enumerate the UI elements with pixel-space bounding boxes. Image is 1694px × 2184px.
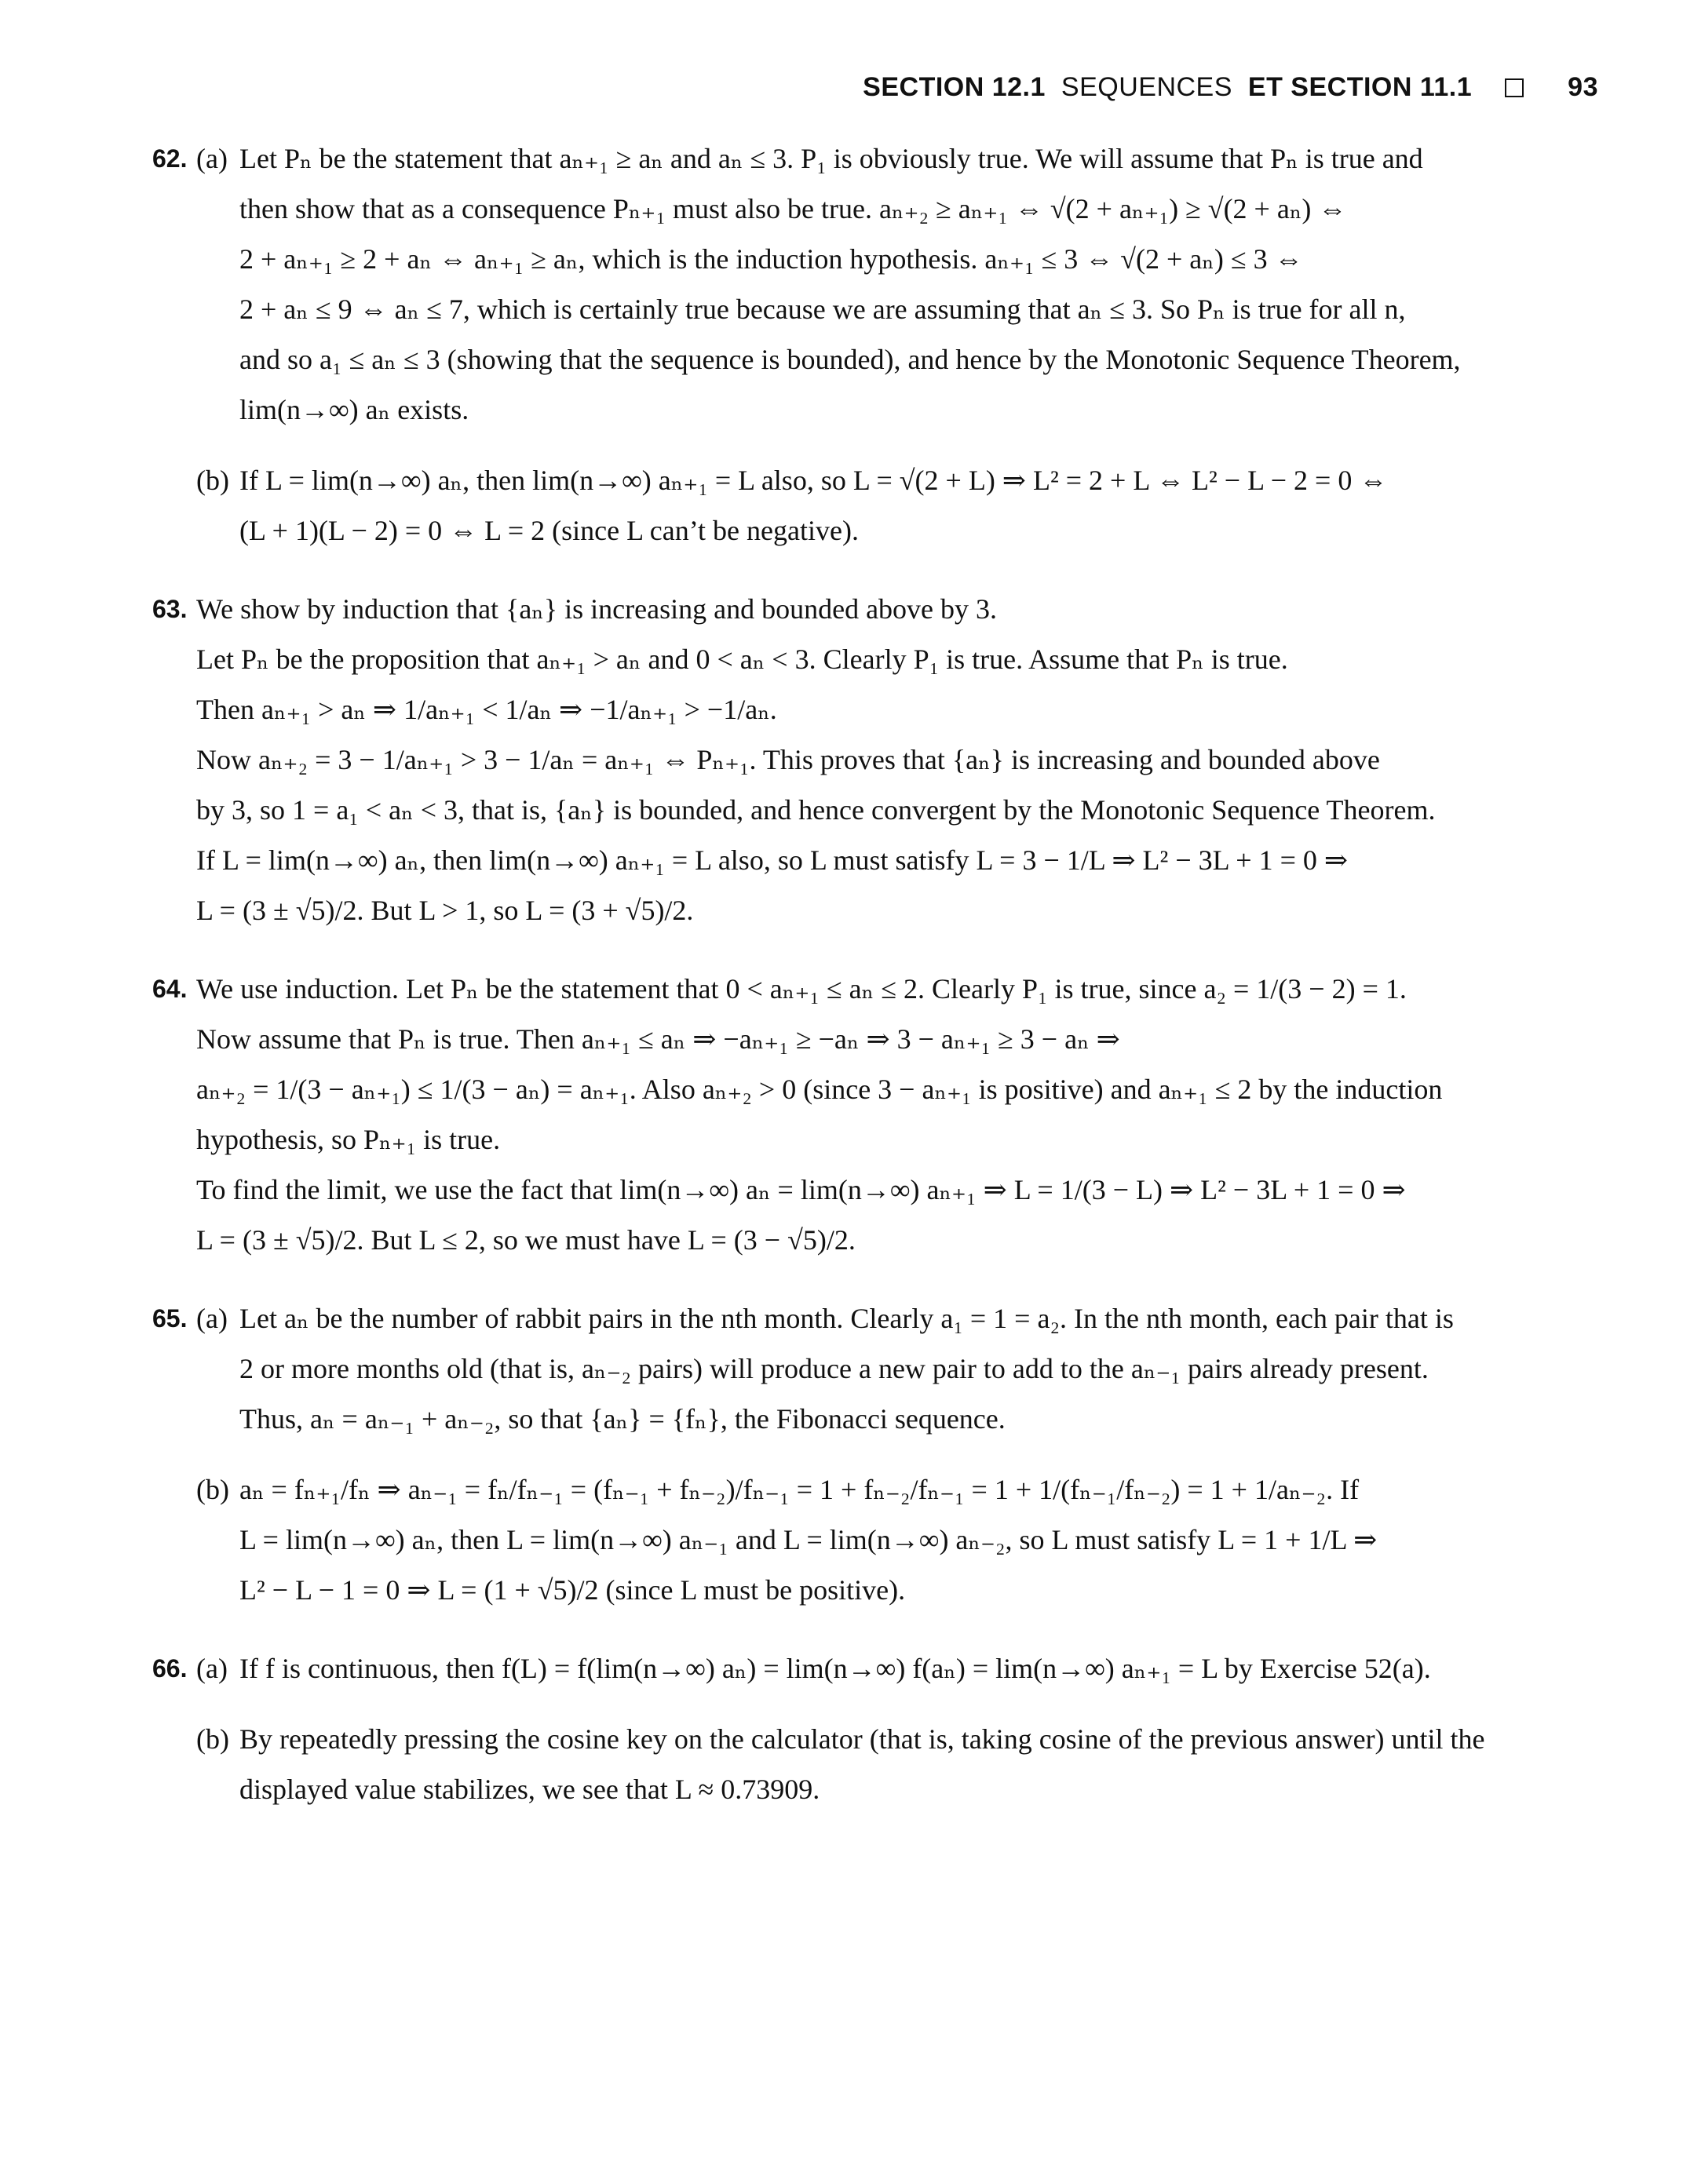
text-line: Now assume that Pₙ is true. Then aₙ₊₁ ≤ aₙ ⇒ −aₙ₊₁ ≥ −aₙ ⇒ 3 − aₙ₊₁ ≥ 3 − aₙ ⇒ xyxy=(196,1023,1120,1055)
problem-62-part-b xyxy=(196,455,1601,556)
part-label: (a) xyxy=(196,1303,228,1334)
text-line: 2 or more months old (that is, aₙ₋₂ pairs) will produce a new pair to add to the aₙ₋₁ pairs already present. xyxy=(239,1353,1429,1384)
problem-number: 65. xyxy=(152,1304,188,1333)
text-line: By repeatedly pressing the cosine key on the calculator (that is, taking cosine of the previous answer) until the xyxy=(239,1723,1485,1755)
problem-66-part-a xyxy=(196,1643,1601,1694)
text-line: We use induction. Let Pₙ be the statement that 0 < aₙ₊₁ ≤ aₙ ≤ 2. Clearly P₁ is true, since a₂ = 1/(3 − 2) = 1. xyxy=(196,973,1407,1004)
header-section-a: SECTION 12.1 xyxy=(863,72,1046,102)
problem-65 xyxy=(152,1293,1601,1615)
part-body xyxy=(239,1714,1601,1814)
part-label: (b) xyxy=(196,1474,229,1505)
text-line: and so a₁ ≤ aₙ ≤ 3 (showing that the sequence is bounded), and hence by the Monotonic Sequence Theorem, xyxy=(239,344,1461,375)
part-label: (a) xyxy=(196,143,228,174)
text-line: Let aₙ be the number of rabbit pairs in the nth month. Clearly a₁ = 1 = a₂. In the nth month, each pair that is xyxy=(239,1303,1454,1334)
part-label: (a) xyxy=(196,1653,228,1684)
part-body xyxy=(239,1464,1601,1615)
square-icon xyxy=(1505,78,1524,97)
text-line: lim(n→∞) aₙ exists. xyxy=(239,394,469,425)
part-label: (b) xyxy=(196,1723,229,1755)
problem-number: 66. xyxy=(152,1654,188,1683)
text-line: We show by induction that {aₙ} is increasing and bounded above by 3. xyxy=(196,593,998,625)
text-line: displayed value stabilizes, we see that L ≈ 0.73909. xyxy=(239,1774,820,1805)
text-line: Thus, aₙ = aₙ₋₁ + aₙ₋₂, so that {aₙ} = {fₙ}, the Fibonacci sequence. xyxy=(239,1403,1006,1435)
problem-64 xyxy=(152,964,1601,1265)
text-line: by 3, so 1 = a₁ < aₙ < 3, that is, {aₙ} is bounded, and hence convergent by the Monotonic Sequence Theorem. xyxy=(196,794,1436,826)
text-line: L = (3 ± √5)/2. But L > 1, so L = (3 + √5)/2. xyxy=(196,895,694,926)
page-number: 93 xyxy=(1568,72,1598,102)
text-line: 2 + aₙ₊₁ ≥ 2 + aₙ ⇔ aₙ₊₁ ≥ aₙ, which is the induction hypothesis. aₙ₊₁ ≤ 3 ⇔ √(2 + aₙ) ≤ 3 ⇔ xyxy=(239,243,1303,275)
problem-number: 62. xyxy=(152,144,188,173)
problem-65-part-a xyxy=(196,1293,1601,1444)
text-line: 2 + aₙ ≤ 9 ⇔ aₙ ≤ 7, which is certainly true because we are assuming that aₙ ≤ 3. So Pₙ is true for all n, xyxy=(239,294,1406,325)
text-line: L² − L − 1 = 0 ⇒ L = (1 + √5)/2 (since L must be positive). xyxy=(239,1574,906,1606)
problem-65-part-b xyxy=(196,1464,1601,1615)
text-line: Then aₙ₊₁ > aₙ ⇒ 1/aₙ₊₁ < 1/aₙ ⇒ −1/aₙ₊₁ > −1/aₙ. xyxy=(196,694,777,725)
text-line: To find the limit, we use the fact that lim(n→∞) aₙ = lim(n→∞) aₙ₊₁ ⇒ L = 1/(3 − L) ⇒ L² − 3L + 1 = 0 ⇒ xyxy=(196,1174,1406,1205)
header-section-b: ET SECTION 11.1 xyxy=(1247,72,1473,102)
problem-62 xyxy=(152,133,1601,556)
part-body xyxy=(239,1293,1601,1444)
part-body xyxy=(239,455,1601,556)
part-body xyxy=(239,133,1601,435)
text-line: If L = lim(n→∞) aₙ, then lim(n→∞) aₙ₊₁ = L also, so L = √(2 + L) ⇒ L² = 2 + L ⇔ L² − L − 2 = 0 ⇔ xyxy=(239,465,1388,496)
text-line: (L + 1)(L − 2) = 0 ⇔ L = 2 (since L can’t be negative). xyxy=(239,515,859,546)
problem-62-part-a xyxy=(196,133,1601,435)
text-line: If L = lim(n→∞) aₙ, then lim(n→∞) aₙ₊₁ = L also, so L must satisfy L = 3 − 1/L ⇒ L² − 3L + 1 = 0 ⇒ xyxy=(196,844,1349,876)
header-title: SEQUENCES xyxy=(1061,72,1232,102)
text-line: then show that as a consequence Pₙ₊₁ must also be true. aₙ₊₂ ≥ aₙ₊₁ ⇔ √(2 + aₙ₊₁) ≥ √(2 + aₙ) ⇔ xyxy=(239,193,1347,224)
text-line: Let Pₙ be the statement that aₙ₊₁ ≥ aₙ and aₙ ≤ 3. P₁ is obviously true. We will assume that Pₙ is true and xyxy=(239,143,1423,174)
page-content xyxy=(152,133,1601,1843)
part-body xyxy=(239,1643,1601,1694)
text-line: If f is continuous, then f(L) = f(lim(n→∞) aₙ) = lim(n→∞) f(aₙ) = lim(n→∞) aₙ₊₁ = L by Exercise 52(a). xyxy=(239,1653,1431,1684)
problem-66-part-b xyxy=(196,1714,1601,1814)
text-line: Let Pₙ be the proposition that aₙ₊₁ > aₙ and 0 < aₙ < 3. Clearly P₁ is true. Assume that Pₙ is true. xyxy=(196,644,1288,675)
problem-66 xyxy=(152,1643,1601,1814)
problem-number: 64. xyxy=(152,975,188,1003)
text-line: L = (3 ± √5)/2. But L ≤ 2, so we must have L = (3 − √5)/2. xyxy=(196,1224,856,1256)
text-line: aₙ = fₙ₊₁/fₙ ⇒ aₙ₋₁ = fₙ/fₙ₋₁ = (fₙ₋₁ + fₙ₋₂)/fₙ₋₁ = 1 + fₙ₋₂/fₙ₋₁ = 1 + 1/(fₙ₋₁/fₙ₋₂) = 1 + 1/aₙ₋₂. If xyxy=(239,1474,1360,1505)
page-header xyxy=(863,72,1598,103)
text-line: L = lim(n→∞) aₙ, then L = lim(n→∞) aₙ₋₁ and L = lim(n→∞) aₙ₋₂, so L must satisfy L = 1 + 1/L ⇒ xyxy=(239,1524,1378,1555)
text-line: hypothesis, so Pₙ₊₁ is true. xyxy=(196,1124,501,1155)
part-label: (b) xyxy=(196,465,229,496)
text-line: aₙ₊₂ = 1/(3 − aₙ₊₁) ≤ 1/(3 − aₙ) = aₙ₊₁. Also aₙ₊₂ > 0 (since 3 − aₙ₊₁ is positive) and aₙ₊₁ ≤ 2 by the induction xyxy=(196,1074,1443,1105)
problem-number: 63. xyxy=(152,595,188,623)
text-line: Now aₙ₊₂ = 3 − 1/aₙ₊₁ > 3 − 1/aₙ = aₙ₊₁ ⇔ Pₙ₊₁. This proves that {aₙ} is increasing and bounded above xyxy=(196,744,1380,775)
problem-63 xyxy=(152,584,1601,935)
